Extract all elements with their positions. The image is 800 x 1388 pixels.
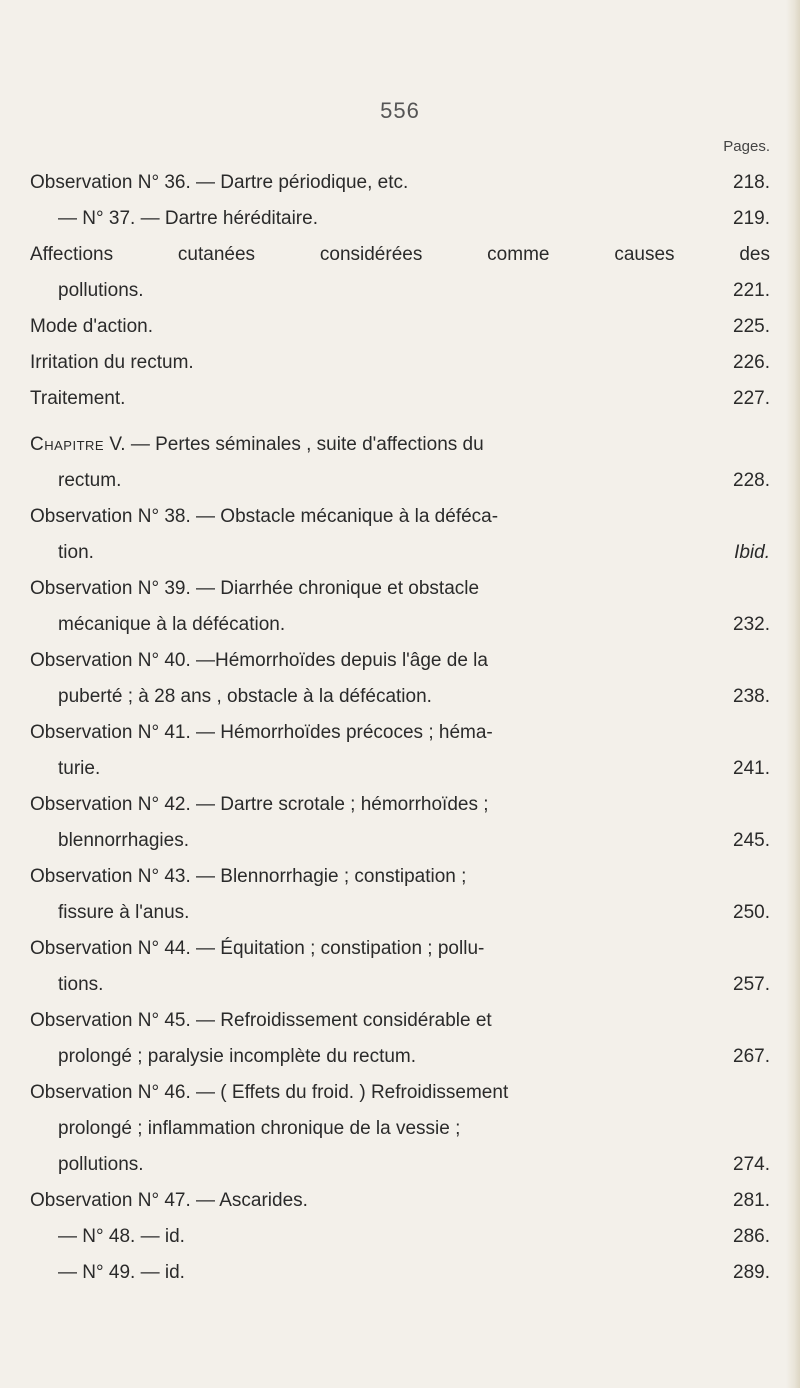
toc-entry-page: 241. <box>733 758 770 779</box>
toc-entry-page: Ibid. <box>734 542 770 563</box>
toc-entry-text: — N° 48. — id. <box>58 1226 185 1247</box>
toc-entry-page: 286. <box>733 1226 770 1247</box>
toc-entry-page: 281. <box>733 1190 770 1211</box>
toc-line <box>0 238 800 272</box>
toc-entry-page: 228. <box>733 470 770 491</box>
toc-line <box>0 464 800 498</box>
toc-entry-page: 219. <box>733 208 770 229</box>
toc-line <box>0 608 800 642</box>
toc-entry-page: 225. <box>733 316 770 337</box>
toc-entry-text: rectum. <box>58 470 122 491</box>
toc-line <box>0 1076 800 1110</box>
toc-line <box>0 1184 800 1218</box>
toc-entry-text: Observation N° 39. — Diarrhée chronique et obstacle <box>30 578 480 599</box>
toc-entry-text: — N° 49. — id. <box>58 1262 185 1283</box>
toc-entry-text: Irritation du rectum. <box>30 352 194 373</box>
toc-entry-text: prolongé ; paralysie incomplète du rectum. <box>58 1046 417 1067</box>
toc-entry-text: Observation N° 44. — Équitation ; constipation ; pollu- <box>30 938 485 959</box>
toc-line <box>0 644 800 678</box>
toc-entry-text: Mode d'action. <box>30 316 153 337</box>
toc-line <box>0 572 800 606</box>
toc-line <box>0 896 800 930</box>
toc-entry-page: 226. <box>733 352 770 373</box>
toc-line <box>0 346 800 380</box>
toc-entry-text: fissure à l'anus. <box>58 902 190 923</box>
toc-entry-page: 257. <box>733 974 770 995</box>
toc-entry-page: 227. <box>733 388 770 409</box>
toc-line <box>0 1256 800 1290</box>
toc-entry-text: Observation N° 36. — Dartre périodique, etc. <box>30 172 409 193</box>
toc-entry-text: Observation N° 42. — Dartre scrotale ; hémorrhoïdes ; <box>30 794 489 815</box>
toc-line <box>0 1148 800 1182</box>
toc-entry-text: tion. <box>58 542 94 563</box>
toc-line <box>0 274 800 308</box>
toc-entry-text: tions. <box>58 974 104 995</box>
toc-entry-page: 289. <box>733 1262 770 1283</box>
toc-line <box>0 310 800 344</box>
toc-entry-text: Observation N° 43. — Blennorrhagie ; constipation ; <box>30 866 467 887</box>
toc-entry-page: 238. <box>733 686 770 707</box>
toc-entry-page: 218. <box>733 172 770 193</box>
toc-line <box>0 680 800 714</box>
toc-entry-text: Traitement. <box>30 388 126 409</box>
toc-entry-page: 245. <box>733 830 770 851</box>
toc-entry-text: Observation N° 41. — Hémorrhoïdes précoces ; héma- <box>30 722 493 743</box>
toc-entry-text: turie. <box>58 758 101 779</box>
toc-line <box>0 428 800 462</box>
chapter-label: Chapitre <box>30 434 105 455</box>
toc-line <box>0 202 800 236</box>
toc-line <box>0 860 800 894</box>
toc-entry-page: 221. <box>733 280 770 301</box>
toc-entry-page: 274. <box>733 1154 770 1175</box>
toc-entry-text: — N° 37. — Dartre héréditaire. <box>58 208 318 229</box>
toc-line <box>0 932 800 966</box>
toc-entry-page: 267. <box>733 1046 770 1067</box>
toc-entry-text: Observation N° 45. — Refroidissement considérable et <box>30 1010 492 1031</box>
toc-line <box>0 716 800 750</box>
toc-line <box>0 752 800 786</box>
toc-line <box>0 382 800 416</box>
toc-entry-text: pollutions. <box>58 1154 144 1175</box>
toc-line <box>0 500 800 534</box>
toc-entry-text: blennorrhagies. <box>58 830 189 851</box>
toc-line <box>0 1040 800 1074</box>
toc-entry-text: Observation N° 47. — Ascarides. <box>30 1190 308 1211</box>
toc-line <box>0 166 800 200</box>
toc-entry-text: mécanique à la défécation. <box>58 614 286 635</box>
toc-line <box>0 968 800 1002</box>
toc-entry-text: Observation N° 40. —Hémorrhoïdes depuis l'âge de la <box>30 650 488 671</box>
chapter-title: V. — Pertes séminales , suite d'affections du <box>104 434 484 455</box>
toc-line <box>0 788 800 822</box>
toc-entry-text: pollutions. <box>58 280 144 301</box>
toc-line <box>0 1220 800 1254</box>
toc-entry-text: prolongé ; inflammation chronique de la vessie ; <box>58 1118 461 1139</box>
pages-column-header: Pages. <box>723 138 770 155</box>
toc-entry-page: 250. <box>733 902 770 923</box>
toc-entry-text: Observation N° 38. — Obstacle mécanique à la déféca- <box>30 506 499 527</box>
page-number: 556 <box>380 98 420 123</box>
toc-entry-text: Observation N° 46. — ( Effets du froid. ) Refroidissement <box>30 1082 509 1103</box>
toc-line <box>0 1004 800 1038</box>
toc-line <box>0 1112 800 1146</box>
toc-entry-page: 232. <box>733 614 770 635</box>
toc-entry-text: Affections cutanées considérées comme causes des <box>30 244 770 265</box>
toc-entry-text <box>30 428 484 462</box>
toc-line <box>0 536 800 570</box>
toc-entry-text: puberté ; à 28 ans , obstacle à la défécation. <box>58 686 432 707</box>
toc-line <box>0 824 800 858</box>
